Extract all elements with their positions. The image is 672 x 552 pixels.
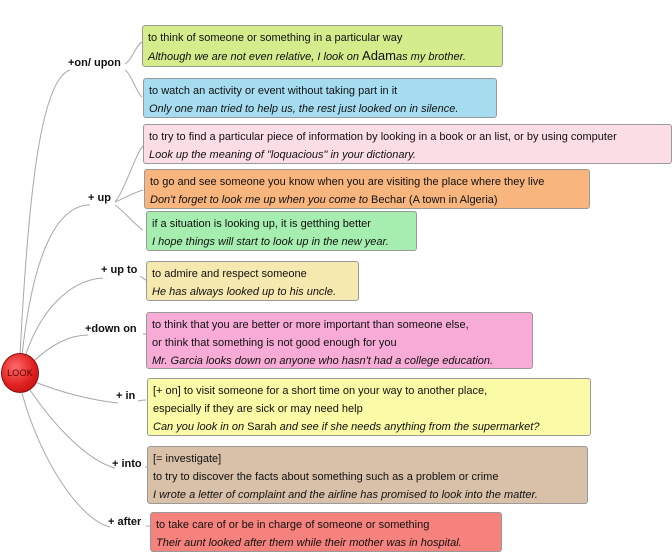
entry-definition: if a situation is looking up, it is getthing better bbox=[152, 218, 371, 230]
entry-box bbox=[147, 378, 591, 436]
branch-label-after: + after bbox=[108, 516, 142, 528]
entry-definition: or think that something is not good enough for you bbox=[152, 337, 397, 349]
entry-box bbox=[143, 78, 497, 118]
entry-box bbox=[147, 446, 588, 504]
entry-example bbox=[148, 47, 497, 66]
link-root-in bbox=[35, 382, 118, 403]
entry-example: He has always looked up to his uncle. bbox=[152, 286, 337, 298]
link-root-down-on bbox=[33, 335, 88, 362]
example-text: as my brother. bbox=[396, 51, 466, 63]
link-up-3 bbox=[115, 205, 143, 230]
root-node-look bbox=[1, 353, 39, 393]
link-root-up bbox=[22, 205, 90, 356]
link-in-1 bbox=[138, 400, 146, 401]
entry-box bbox=[144, 169, 590, 209]
entry-definition: to admire and respect someone bbox=[152, 268, 307, 280]
link-up-1 bbox=[115, 146, 143, 202]
entry-example: Only one man tried to help us, the rest just looked on in silence. bbox=[149, 103, 459, 115]
example-name: Adam bbox=[362, 48, 396, 63]
entry-example: I wrote a letter of complaint and the airline has promised to look into the matter. bbox=[153, 489, 538, 501]
entry-definition: to go and see someone you know when you are visiting the place where they live bbox=[150, 176, 545, 188]
example-text: Don't forget to look me up when you come to bbox=[150, 194, 371, 206]
entry-example: Look up the meaning of "loquacious" in your dictionary. bbox=[149, 149, 416, 161]
entry-definition: to try to discover the facts about something such as a problem or crime bbox=[153, 471, 499, 483]
branch-label-in: + in bbox=[116, 390, 136, 402]
example-text: Although we are not even relative, I look on bbox=[148, 51, 363, 63]
entry-definition: especially if they are sick or may need help bbox=[153, 403, 363, 415]
branch-label-down-on: +down on bbox=[85, 323, 137, 335]
example-name: Sarah bbox=[247, 421, 277, 433]
branch-label-up-to: + up to bbox=[101, 264, 138, 276]
entry-box bbox=[142, 25, 503, 67]
branch-label-into: + into bbox=[112, 458, 142, 470]
root-label: LOOK bbox=[7, 368, 33, 378]
entry-example: I hope things will start to look up in the new year. bbox=[152, 236, 389, 248]
example-place: Bechar (A town in Algeria) bbox=[371, 194, 498, 206]
link-root-into bbox=[30, 390, 115, 468]
entry-box bbox=[146, 211, 417, 251]
entry-box bbox=[146, 261, 359, 301]
branch-label-up: + up bbox=[88, 192, 111, 204]
entry-example bbox=[153, 418, 585, 436]
entry-definition: to try to find a particular piece of information by looking in a book or an list, or by using computer bbox=[149, 131, 617, 143]
entry-box bbox=[150, 512, 502, 552]
entry-example: Mr. Garcia looks down on anyone who hasn't had a college education. bbox=[152, 355, 494, 367]
entry-box bbox=[143, 124, 672, 164]
entry-definition: [+ on] to visit someone for a short time on your way to another place, bbox=[153, 385, 488, 397]
entry-definition: to watch an activity or event without taking part in it bbox=[149, 85, 398, 97]
example-text: Can you look in on bbox=[153, 421, 248, 433]
entry-example bbox=[150, 191, 584, 209]
link-root-up-to bbox=[25, 278, 103, 357]
entry-definition: to take care of or be in charge of someone or something bbox=[156, 519, 430, 531]
entry-definition: to think of someone or something in a particular way bbox=[148, 32, 403, 44]
link-on-upon-1 bbox=[125, 42, 142, 64]
entry-example: Their aunt looked after them while their mother was in hospital. bbox=[156, 537, 462, 549]
link-on-upon-2 bbox=[125, 70, 142, 97]
example-text: and see if she needs anything from the supermarket? bbox=[276, 421, 540, 433]
entry-definition: to think that you are better or more important than someone else, bbox=[152, 319, 469, 331]
entry-definition: [= investigate] bbox=[153, 453, 222, 465]
entry-box bbox=[146, 312, 533, 369]
branch-label-on-upon: +on/ upon bbox=[68, 57, 121, 69]
